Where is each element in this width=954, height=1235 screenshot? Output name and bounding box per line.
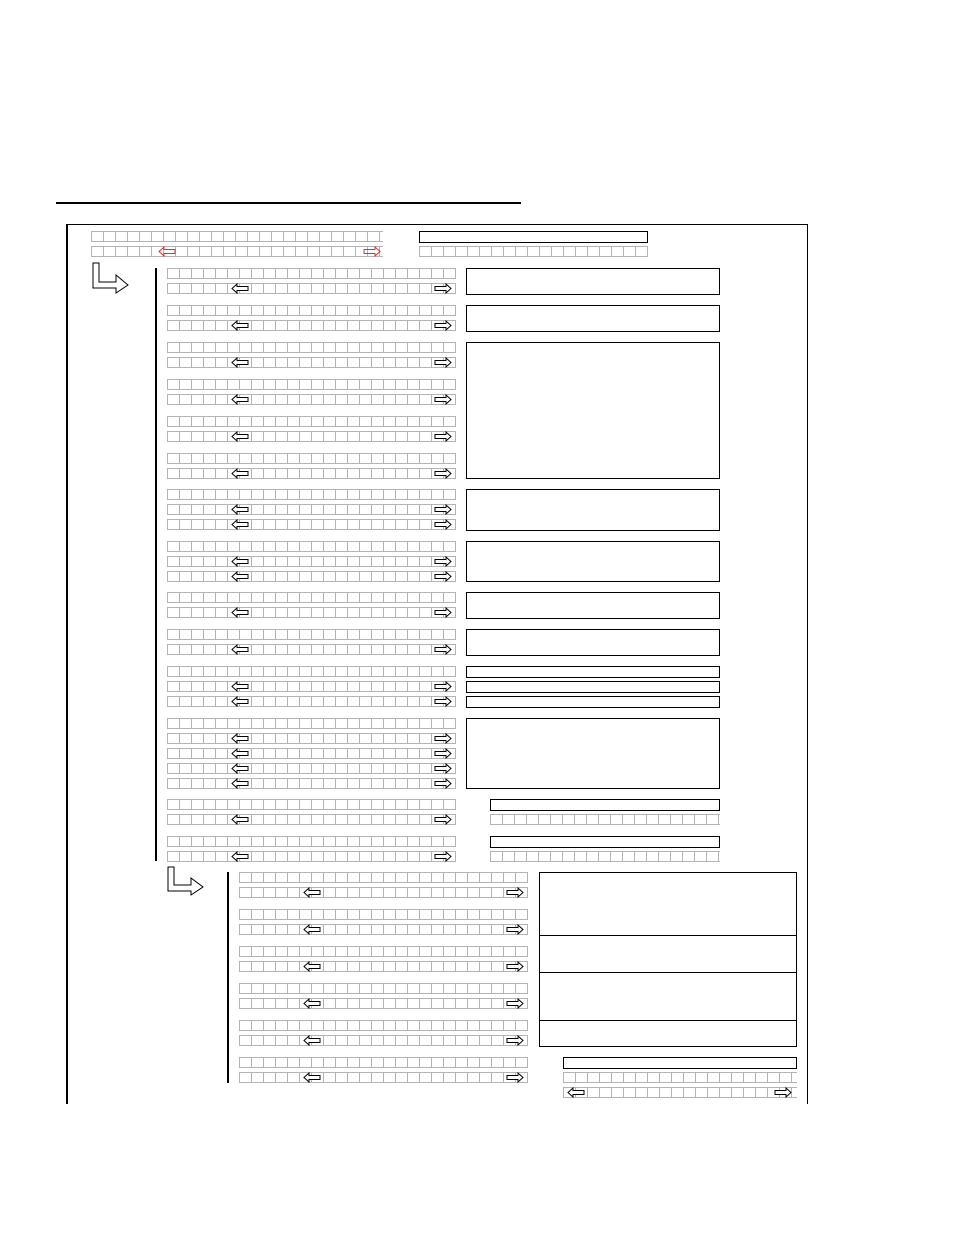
level1-field-7-row[interactable] (167, 504, 456, 515)
level2-field-2-row[interactable] (239, 924, 528, 935)
right-arrow-icon (434, 468, 452, 479)
left-arrow-icon (303, 998, 321, 1009)
right-arrow-icon (363, 246, 381, 257)
field-box-6 (466, 592, 720, 619)
level2-field-4-row[interactable] (239, 998, 528, 1009)
field-box-2 (466, 305, 720, 332)
left-arrow-icon (303, 961, 321, 972)
level1-field-9-header[interactable] (167, 592, 456, 603)
field-box-1 (466, 268, 720, 295)
level2-field-3-header[interactable] (239, 946, 528, 957)
level1-field-6-row[interactable] (167, 468, 456, 479)
level1-field-12-row[interactable] (167, 733, 456, 744)
level1-field-11-row[interactable] (167, 696, 456, 707)
right-arrow-icon (434, 431, 452, 442)
turn-right-arrow-icon (166, 866, 204, 896)
level1-field-3-row[interactable] (167, 357, 456, 368)
level1-connector (155, 268, 157, 861)
group-divider-1 (539, 935, 797, 936)
right-arrow-icon (506, 1035, 524, 1046)
right-arrow-icon (434, 519, 452, 530)
field-box-8b (466, 681, 720, 693)
left-arrow-icon (231, 320, 249, 331)
left-arrow-icon (231, 733, 249, 744)
left-arrow-icon (303, 1035, 321, 1046)
field-box-9 (466, 718, 720, 789)
level1-field-2-header[interactable] (167, 305, 456, 316)
right-arrow-icon (774, 1087, 792, 1098)
level1-field-12-row[interactable] (167, 763, 456, 774)
left-arrow-icon (231, 607, 249, 618)
left-arrow-icon (231, 504, 249, 515)
turn-right-arrow-icon (91, 262, 129, 294)
field-box-10-cells[interactable] (490, 814, 720, 825)
right-arrow-icon (434, 556, 452, 567)
left-arrow-icon (231, 357, 249, 368)
level1-field-8-header[interactable] (167, 541, 456, 552)
level1-field-13-header[interactable] (167, 799, 456, 810)
left-arrow-icon (231, 571, 249, 582)
right-arrow-icon (434, 504, 452, 515)
group-divider-3 (539, 1020, 797, 1021)
left-arrow-icon (231, 468, 249, 479)
right-arrow-icon (434, 320, 452, 331)
level1-field-4-row[interactable] (167, 394, 456, 405)
level2-field-5-header[interactable] (239, 1020, 528, 1031)
right-arrow-icon (434, 733, 452, 744)
level1-field-11-row[interactable] (167, 681, 456, 692)
left-arrow-icon (567, 1087, 585, 1098)
level1-field-5-header[interactable] (167, 416, 456, 427)
right-arrow-icon (434, 681, 452, 692)
left-arrow-icon (231, 519, 249, 530)
field-box-11-cells[interactable] (490, 851, 720, 862)
level2-connector (227, 872, 229, 1083)
level1-field-8-row[interactable] (167, 556, 456, 567)
left-arrow-icon (231, 748, 249, 759)
level1-field-1-header[interactable] (167, 268, 456, 279)
level2-field-1-header[interactable] (239, 872, 528, 883)
field-box-12-cells[interactable] (563, 1072, 797, 1083)
level1-field-14-row[interactable] (167, 851, 456, 862)
level1-field-9-row[interactable] (167, 607, 456, 618)
level1-field-5-row[interactable] (167, 431, 456, 442)
left-arrow-icon (303, 924, 321, 935)
right-arrow-icon (434, 283, 452, 294)
level1-field-2-row[interactable] (167, 320, 456, 331)
level2-field-3-row[interactable] (239, 961, 528, 972)
right-arrow-icon (434, 607, 452, 618)
header-box (419, 231, 648, 243)
level2-field-6-header[interactable] (239, 1057, 528, 1068)
right-arrow-icon (506, 1072, 524, 1083)
right-arrow-icon (506, 961, 524, 972)
field-box-12 (563, 1057, 797, 1069)
level1-field-7-header[interactable] (167, 489, 456, 500)
level1-field-11-header[interactable] (167, 666, 456, 677)
field-box-7 (466, 629, 720, 656)
level1-field-1-row[interactable] (167, 283, 456, 294)
level2-field-5-row[interactable] (239, 1035, 528, 1046)
right-arrow-icon (434, 814, 452, 825)
level1-field-12-row[interactable] (167, 778, 456, 789)
left-arrow-icon (231, 814, 249, 825)
right-arrow-icon (506, 887, 524, 898)
group-divider-2 (539, 972, 797, 973)
level1-field-7-row[interactable] (167, 519, 456, 530)
level1-field-10-header[interactable] (167, 629, 456, 640)
left-arrow-icon (231, 556, 249, 567)
left-arrow-icon (231, 763, 249, 774)
left-arrow-icon (231, 283, 249, 294)
left-arrow-icon (303, 887, 321, 898)
right-arrow-icon (434, 851, 452, 862)
left-arrow-icon (231, 681, 249, 692)
right-arrow-icon (434, 644, 452, 655)
right-arrow-icon (434, 394, 452, 405)
field-box-8a (466, 666, 720, 678)
level2-field-2-header[interactable] (239, 909, 528, 920)
left-arrow-icon (231, 644, 249, 655)
field-box-3 (466, 342, 720, 479)
root-header-cells[interactable] (91, 231, 383, 242)
right-arrow-icon (434, 571, 452, 582)
level1-field-6-header[interactable] (167, 453, 456, 464)
field-box-10 (490, 799, 720, 811)
heading-rule (56, 202, 521, 204)
level1-field-10-row[interactable] (167, 644, 456, 655)
right-arrow-icon (434, 763, 452, 774)
field-box-4 (466, 489, 720, 531)
level1-field-14-header[interactable] (167, 836, 456, 847)
level2-field-4-header[interactable] (239, 983, 528, 994)
field-box-5 (466, 541, 720, 582)
root-header-cells-row2[interactable] (91, 246, 383, 257)
right-arrow-icon (434, 696, 452, 707)
level1-field-12-row[interactable] (167, 748, 456, 759)
left-arrow-icon (158, 246, 176, 257)
level1-field-3-header[interactable] (167, 342, 456, 353)
level1-field-13-row[interactable] (167, 814, 456, 825)
right-arrow-icon (506, 924, 524, 935)
level2-field-6-row[interactable] (239, 1072, 528, 1083)
right-arrow-icon (434, 357, 452, 368)
header-box-cells[interactable] (419, 246, 648, 257)
level2-field-1-row[interactable] (239, 887, 528, 898)
field-box-8c (466, 696, 720, 708)
level1-field-12-header[interactable] (167, 718, 456, 729)
field-box-12-cells-row2[interactable] (563, 1087, 797, 1098)
left-arrow-icon (231, 778, 249, 789)
level1-field-8-row[interactable] (167, 571, 456, 582)
level1-field-4-header[interactable] (167, 379, 456, 390)
right-arrow-icon (434, 778, 452, 789)
field-box-11 (490, 836, 720, 848)
left-arrow-icon (231, 431, 249, 442)
right-arrow-icon (506, 998, 524, 1009)
left-arrow-icon (303, 1072, 321, 1083)
left-arrow-icon (231, 851, 249, 862)
left-arrow-icon (231, 696, 249, 707)
left-arrow-icon (231, 394, 249, 405)
right-arrow-icon (434, 748, 452, 759)
